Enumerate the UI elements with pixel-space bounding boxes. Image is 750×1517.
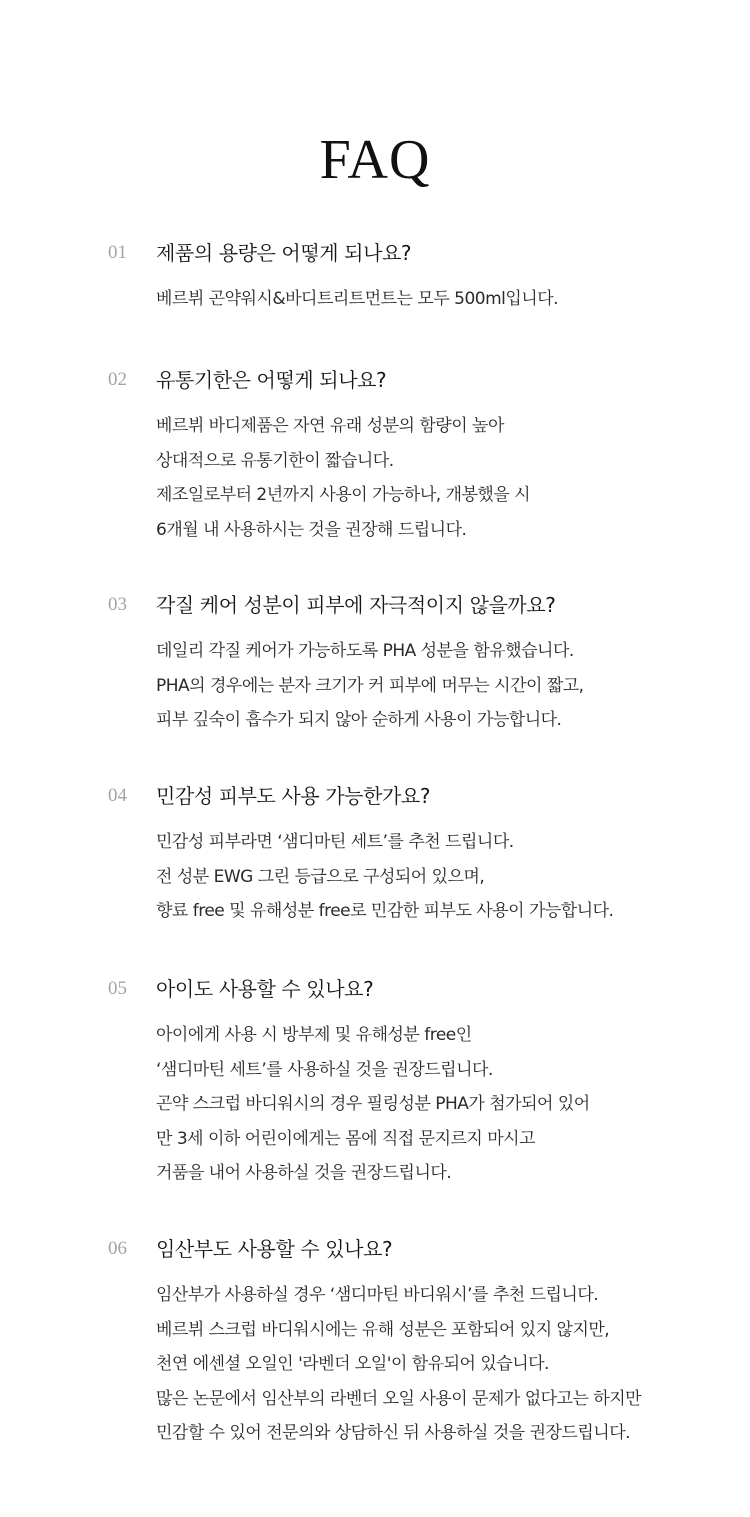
faq-number: 06 <box>108 1238 127 1259</box>
faq-answer <box>156 282 558 317</box>
faq-question: 임산부도 사용할 수 있나요? <box>156 1237 393 1261</box>
faq-answer-line: 만 3세 이하 어린이에게는 몸에 직접 문지르지 마시고 <box>156 1128 536 1149</box>
faq-answer-line: 곤약 스크럽 바디워시의 경우 필링성분 PHA가 첨가되어 있어 <box>156 1094 590 1115</box>
faq-answer-line: 천연 에센셜 오일인 '라벤더 오일'이 함유되어 있습니다. <box>156 1354 549 1375</box>
faq-answer-line: 아이에게 사용 시 방부제 및 유해성분 free인 <box>156 1025 472 1045</box>
faq-answer-line: 임산부가 사용하실 경우 ‘샘디마틴 바디워시’를 추천 드립니다. <box>156 1285 599 1305</box>
faq-answer-line: 민감성 피부라면 ‘샘디마틴 세트’를 추천 드립니다. <box>156 832 514 852</box>
faq-answer-line: 피부 깊숙이 흡수가 되지 않아 순하게 사용이 가능합니다. <box>156 710 562 731</box>
faq-answer-line: 6개월 내 사용하시는 것을 권장해 드립니다. <box>156 519 467 540</box>
faq-answer-line: 상대적으로 유통기한이 짧습니다. <box>156 450 394 471</box>
faq-question: 아이도 사용할 수 있나요? <box>156 977 374 1001</box>
faq-answer <box>156 409 530 547</box>
faq-question: 각질 케어 성분이 피부에 자극적이지 않을까요? <box>156 593 556 617</box>
faq-answer-line: 제조일로부터 2년까지 사용이 가능하나, 개봉했을 시 <box>156 485 531 506</box>
faq-answer <box>156 1278 641 1451</box>
faq-question: 유통기한은 어떻게 되나요? <box>156 368 387 392</box>
faq-question: 민감성 피부도 사용 가능한가요? <box>156 784 431 808</box>
faq-number: 01 <box>108 242 127 263</box>
faq-answer-line: 많은 논문에서 임산부의 라벤더 오일 사용이 문제가 없다고는 하지만 <box>156 1388 642 1409</box>
faq-answer-line: 거품을 내어 사용하실 것을 권장드립니다. <box>156 1163 452 1184</box>
faq-number: 05 <box>108 978 127 999</box>
faq-answer-line: 베르뷔 스크럽 바디워시에는 유해 성분은 포함되어 있지 않지만, <box>156 1319 610 1340</box>
faq-number: 02 <box>108 369 127 390</box>
faq-answer-line: 향료 free 및 유해성분 free로 민감한 피부도 사용이 가능합니다. <box>156 901 614 922</box>
faq-answer-line: 베르뷔 바디제품은 자연 유래 성분의 함량이 높아 <box>156 416 504 436</box>
faq-answer-line: 데일리 각질 케어가 가능하도록 PHA 성분을 함유했습니다. <box>156 641 574 661</box>
faq-number: 03 <box>108 594 127 615</box>
faq-answer-line: PHA의 경우에는 분자 크기가 커 피부에 머무는 시간이 짧고, <box>156 675 584 696</box>
faq-answer-line: 전 성분 EWG 그린 등급으로 구성되어 있으며, <box>156 866 485 887</box>
faq-answer-line: ‘샘디마틴 세트’를 사용하실 것을 권장드립니다. <box>156 1059 493 1080</box>
faq-question: 제품의 용량은 어떻게 되나요? <box>156 241 412 265</box>
faq-answer-line: 베르뷔 곤약워시&바디트리트먼트는 모두 500ml입니다. <box>156 289 559 309</box>
faq-answer <box>156 634 584 738</box>
faq-answer-line: 민감할 수 있어 전문의와 상담하신 뒤 사용하실 것을 권장드립니다. <box>156 1423 631 1444</box>
page-title: FAQ <box>319 129 431 191</box>
faq-answer <box>156 825 613 929</box>
faq-number: 04 <box>108 785 127 806</box>
faq-answer <box>156 1018 590 1191</box>
